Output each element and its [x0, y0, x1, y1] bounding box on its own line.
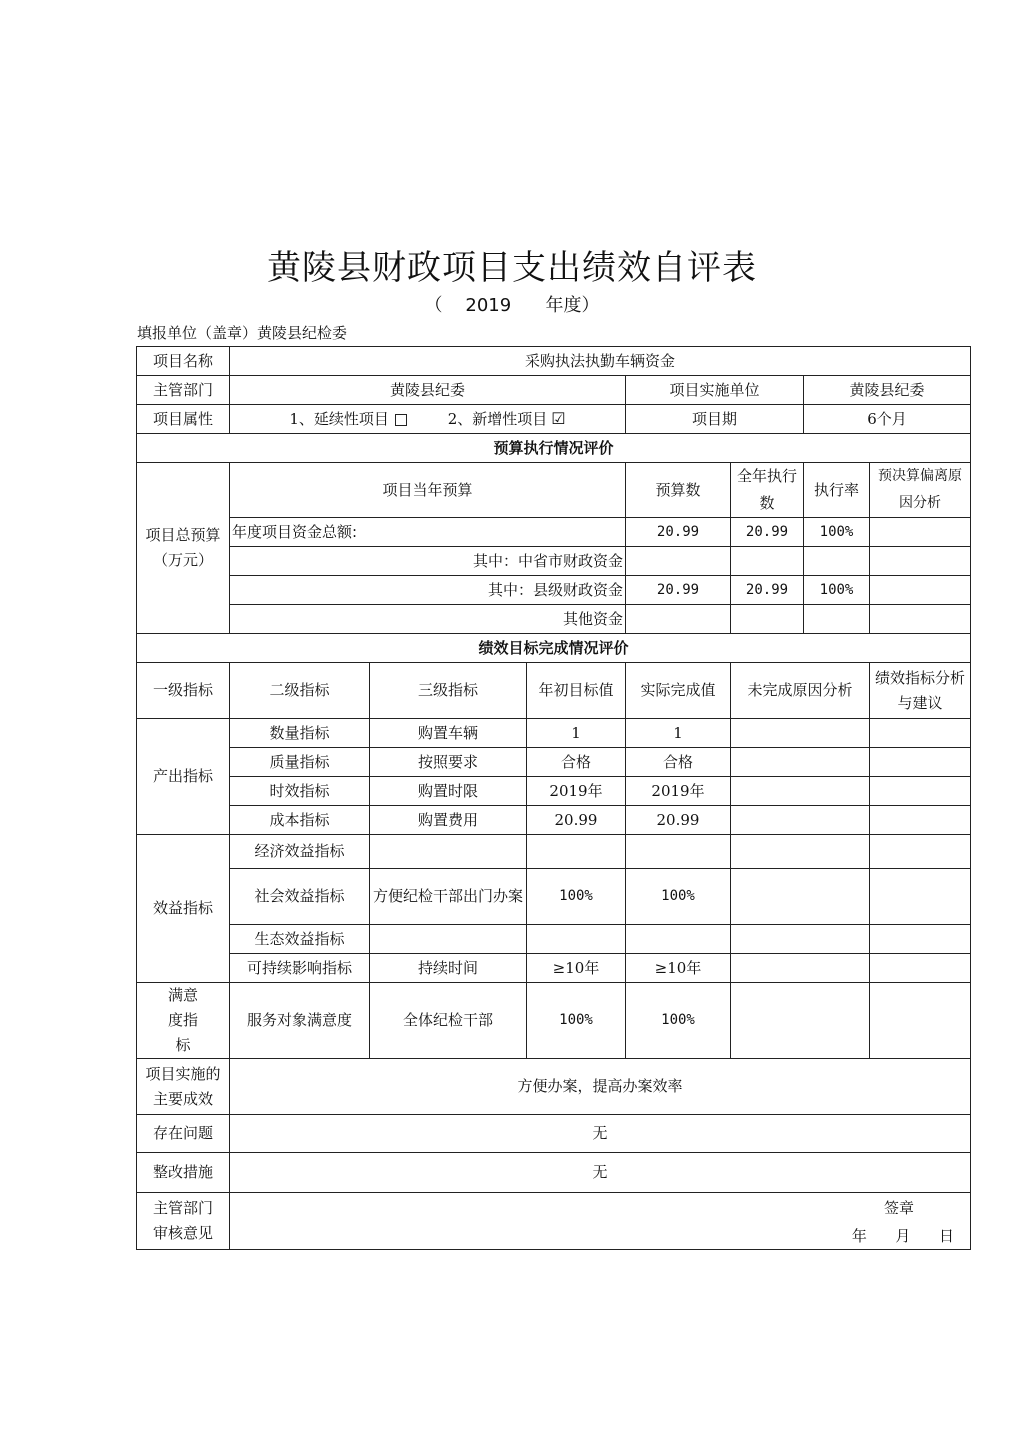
budget-side-label-2: （万元）: [152, 551, 213, 569]
indicator-advice: [870, 983, 971, 1059]
indicator-actual: ≥10年: [626, 954, 731, 983]
perf-header-reason: 未完成原因分析: [731, 663, 870, 719]
budget-row-rate: [804, 547, 870, 576]
period-label: 项目期: [626, 405, 804, 434]
indicator-target: [527, 835, 626, 869]
indicator-l3: [370, 925, 527, 954]
indicator-advice: [870, 777, 971, 806]
page-title: 黄陵县财政项目支出绩效自评表: [267, 248, 757, 288]
budget-header-rate: 执行率: [804, 463, 870, 518]
indicator-actual: 100%: [626, 983, 731, 1059]
output-indicator-label: 产出指标: [137, 719, 230, 835]
budget-row-reason: [870, 518, 971, 547]
date-label: 年 月 日: [851, 1227, 955, 1245]
indicator-l3: 方便纪检干部出门办案: [370, 869, 527, 925]
benefit-indicator-label: 效益指标: [137, 835, 230, 983]
impl-unit-value: 黄陵县纪委: [804, 376, 971, 405]
indicator-reason: [731, 869, 870, 925]
indicator-reason: [731, 719, 870, 748]
evaluation-form: [136, 346, 971, 1250]
review-area: [230, 1193, 971, 1250]
attr-options: [230, 405, 626, 434]
measures-value: 无: [230, 1153, 971, 1193]
budget-row-rate: [804, 605, 870, 634]
perf-header-actual: 实际完成值: [626, 663, 731, 719]
budget-row-rate: 100%: [804, 518, 870, 547]
indicator-reason: [731, 983, 870, 1059]
attr-label: 项目属性: [137, 405, 230, 434]
budget-row-executed: [731, 547, 804, 576]
dept-label: 主管部门: [137, 376, 230, 405]
indicator-l2: 服务对象满意度: [230, 983, 370, 1059]
budget-row-label: 其他资金: [230, 605, 626, 634]
budget-side-label: [137, 463, 230, 634]
effect-value: 方便办案，提高办案效率: [230, 1059, 971, 1115]
indicator-l3: 持续时间: [370, 954, 527, 983]
checkbox-empty-icon: [395, 414, 407, 426]
perf-header-advice: 绩效指标分析与建议: [870, 663, 971, 719]
indicator-actual: 2019年: [626, 777, 731, 806]
project-name-label: 项目名称: [137, 347, 230, 376]
indicator-reason: [731, 806, 870, 835]
indicator-advice: [870, 719, 971, 748]
budget-row-reason: [870, 547, 971, 576]
indicator-l3: [370, 835, 527, 869]
indicator-l3: 购置车辆: [370, 719, 527, 748]
impl-unit-label: 项目实施单位: [626, 376, 804, 405]
budget-row-label: 其中：中省市财政资金: [230, 547, 626, 576]
budget-row-budget: 20.99: [626, 576, 731, 605]
indicator-advice: [870, 806, 971, 835]
perf-header-l2: 二级指标: [230, 663, 370, 719]
budget-header-executed: 全年执行数: [731, 463, 804, 518]
satisfaction-indicator-label: 满意度指标: [137, 983, 230, 1059]
budget-row-label: 其中：县级财政资金: [230, 576, 626, 605]
checkbox-checked-icon: ☑: [551, 409, 566, 428]
budget-row-reason: [870, 576, 971, 605]
effect-label: 项目实施的主要成效: [137, 1059, 230, 1115]
indicator-target: [527, 925, 626, 954]
indicator-advice: [870, 835, 971, 869]
budget-row-executed: [731, 605, 804, 634]
indicator-target: 1: [527, 719, 626, 748]
budget-row-budget: 20.99: [626, 518, 731, 547]
indicator-l2: 可持续影响指标: [230, 954, 370, 983]
perf-header-l3: 三级指标: [370, 663, 527, 719]
perf-header-l1: 一级指标: [137, 663, 230, 719]
indicator-l3: 按照要求: [370, 748, 527, 777]
indicator-l3: 购置费用: [370, 806, 527, 835]
project-name: 采购执法执勤车辆资金: [230, 347, 971, 376]
indicator-advice: [870, 954, 971, 983]
budget-row-executed: 20.99: [731, 576, 804, 605]
budget-row-executed: 20.99: [731, 518, 804, 547]
perf-section-title: 绩效目标完成情况评价: [137, 634, 971, 663]
budget-row-reason: [870, 605, 971, 634]
indicator-l3: 全体纪检干部: [370, 983, 527, 1059]
indicator-l2: 时效指标: [230, 777, 370, 806]
issues-value: 无: [230, 1115, 971, 1153]
indicator-advice: [870, 925, 971, 954]
indicator-reason: [731, 925, 870, 954]
budget-row-label: 年度项目资金总额:: [230, 518, 626, 547]
year-line: （ 2019 年度）: [424, 295, 600, 316]
issues-label: 存在问题: [137, 1115, 230, 1153]
period-value: 6个月: [804, 405, 971, 434]
indicator-reason: [731, 777, 870, 806]
indicator-reason: [731, 954, 870, 983]
budget-row-budget: [626, 605, 731, 634]
budget-row-rate: 100%: [804, 576, 870, 605]
indicator-advice: [870, 748, 971, 777]
indicator-advice: [870, 869, 971, 925]
reporting-unit: 填报单位（盖章）黄陵县纪检委: [137, 324, 348, 342]
budget-header-reason: 预决算偏离原因分析: [870, 463, 971, 518]
indicator-l2: 社会效益指标: [230, 869, 370, 925]
indicator-target: 2019年: [527, 777, 626, 806]
dept-value: 黄陵县纪委: [230, 376, 626, 405]
indicator-reason: [731, 835, 870, 869]
budget-side-label-1: 项目总预算: [145, 526, 221, 544]
indicator-l2: 生态效益指标: [230, 925, 370, 954]
indicator-actual: [626, 835, 731, 869]
indicator-target: ≥10年: [527, 954, 626, 983]
measures-label: 整改措施: [137, 1153, 230, 1193]
budget-row-budget: [626, 547, 731, 576]
indicator-actual: 100%: [626, 869, 731, 925]
indicator-reason: [731, 748, 870, 777]
indicator-l2: 经济效益指标: [230, 835, 370, 869]
indicator-actual: 20.99: [626, 806, 731, 835]
attr-opt1-label: 1、延续性项目: [289, 410, 389, 428]
budget-header-item: 项目当年预算: [230, 463, 626, 518]
review-label: 主管部门审核意见: [137, 1193, 230, 1250]
indicator-l3: 购置时限: [370, 777, 527, 806]
budget-section-title: 预算执行情况评价: [137, 434, 971, 463]
indicator-target: 合格: [527, 748, 626, 777]
perf-header-target: 年初目标值: [527, 663, 626, 719]
attr-opt2-label: 2、新增性项目: [447, 410, 548, 428]
indicator-l2: 数量指标: [230, 719, 370, 748]
indicator-actual: [626, 925, 731, 954]
indicator-actual: 合格: [626, 748, 731, 777]
indicator-target: 100%: [527, 983, 626, 1059]
indicator-l2: 成本指标: [230, 806, 370, 835]
indicator-target: 20.99: [527, 806, 626, 835]
indicator-target: 100%: [527, 869, 626, 925]
indicator-actual: 1: [626, 719, 731, 748]
indicator-l2: 质量指标: [230, 748, 370, 777]
sign-label: 签章: [884, 1199, 915, 1217]
budget-header-budget: 预算数: [626, 463, 731, 518]
